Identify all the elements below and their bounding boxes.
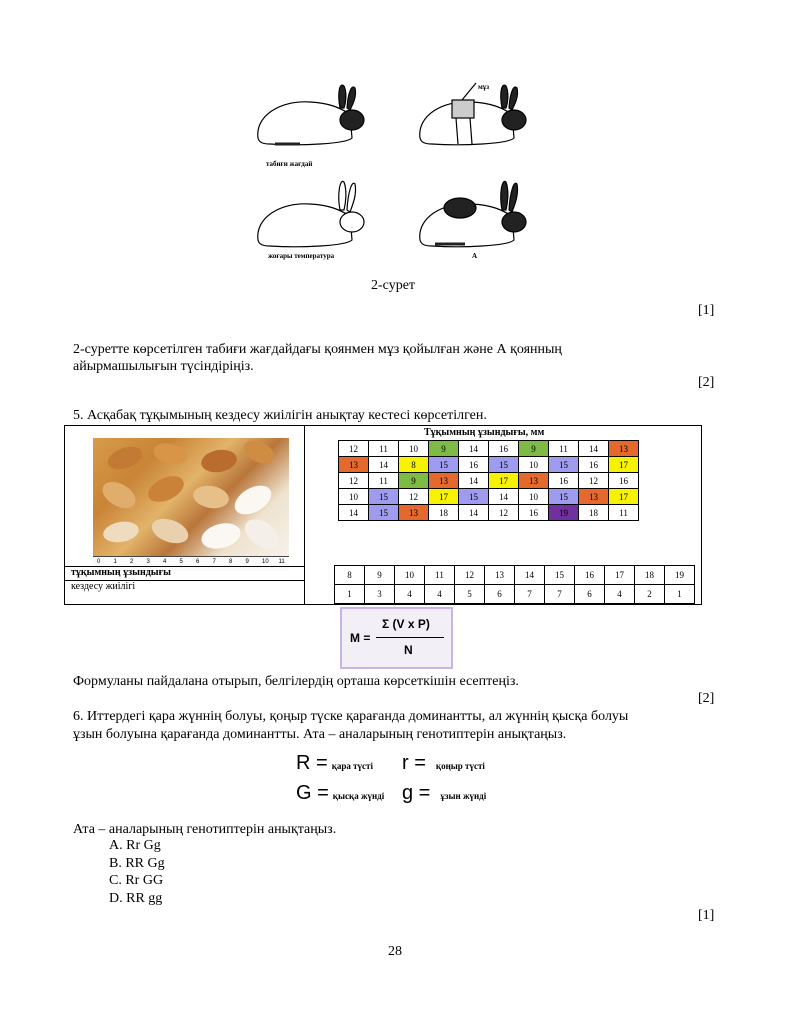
grid-cell: 14: [459, 473, 489, 489]
ruler-number: 11: [278, 559, 285, 565]
frequency-cell: 2: [635, 585, 665, 604]
grid-cell: 15: [549, 489, 579, 505]
grid-cell: 14: [579, 441, 609, 457]
grid-cell: 12: [339, 473, 369, 489]
length-cell: 16: [575, 566, 605, 585]
q5-question: Формуланы пайдалана отырып, белгілердің орташа көрсеткішін есептеңіз.: [73, 674, 519, 689]
rabbit-figure: [240, 78, 560, 268]
rabbit-ice: [420, 83, 526, 145]
grid-cell: 13: [339, 457, 369, 473]
grid-cell: 15: [489, 457, 519, 473]
ruler-number: 6: [196, 559, 200, 565]
formula-denominator: N: [404, 643, 413, 657]
frequency-cell: 1: [335, 585, 365, 604]
page-number: 28: [388, 944, 402, 959]
grid-cell: 14: [369, 457, 399, 473]
length-row: [335, 566, 695, 585]
ruler-number: 7: [212, 559, 216, 565]
length-cell: 9: [365, 566, 395, 585]
grid-cell: 17: [489, 473, 519, 489]
q6-prompt: Ата – аналарының генотиптерін анықтаңыз.: [73, 822, 337, 837]
rabbit-a: [420, 181, 526, 246]
grid-cell: 14: [339, 505, 369, 521]
grid-cell: 11: [609, 505, 639, 521]
ruler-number: 8: [229, 559, 233, 565]
option-b[interactable]: B. RR Gg: [109, 856, 165, 871]
explain-question-line1: 2-суретте көрсетілген табиғи жағдайдағы қоянмен мұз қойылған және А қоянның: [73, 342, 562, 357]
grid-cell: 16: [489, 441, 519, 457]
option-d[interactable]: D. RR gg: [109, 891, 163, 906]
grid-cell: 16: [579, 457, 609, 473]
length-cell: 13: [485, 566, 515, 585]
ruler-number: 1: [113, 559, 117, 565]
ruler-number: 0: [97, 559, 101, 565]
grid-cell: 13: [429, 473, 459, 489]
grid-cell: 15: [549, 457, 579, 473]
frequency-cell: 6: [485, 585, 515, 604]
length-cell: 10: [395, 566, 425, 585]
key-long-hair: g = ұзын жүнді: [402, 782, 487, 804]
explain-question-line2: айырмашылығын түсіндіріңіз.: [73, 359, 254, 374]
grid-cell: 13: [399, 505, 429, 521]
seed-length-grid: [338, 440, 639, 521]
formula-lhs: M =: [350, 631, 371, 645]
grid-cell: 15: [369, 505, 399, 521]
q6-line1: 6. Иттердегі қара жүннің болуы, қоңыр түске қарағанда доминантты, ал жүннің қысқа болуы: [73, 709, 629, 724]
a-caption: А: [472, 252, 478, 260]
grid-cell: 16: [609, 473, 639, 489]
grid-cell: 15: [369, 489, 399, 505]
ruler-number: 3: [146, 559, 150, 565]
frequency-cell: 6: [575, 585, 605, 604]
grid-cell: 12: [399, 489, 429, 505]
grid-row: [339, 457, 639, 473]
frequency-cell: 7: [515, 585, 545, 604]
grid-cell: 15: [429, 457, 459, 473]
key-black: R = қара түсті: [296, 752, 373, 774]
q6-mark: [1]: [698, 908, 715, 923]
frequency-cell: 3: [365, 585, 395, 604]
grid-cell: 18: [429, 505, 459, 521]
frequency-cell: 1: [665, 585, 695, 604]
option-c[interactable]: C. Rr GG: [109, 873, 164, 888]
grid-cell: 8: [399, 457, 429, 473]
rabbit-natural: [258, 85, 364, 145]
figure-mark: [1]: [698, 303, 715, 318]
mean-formula: [340, 607, 453, 669]
explain-mark: [2]: [698, 375, 715, 390]
grid-title: Тұқымның ұзындығы, мм: [424, 427, 545, 438]
length-cell: 19: [665, 566, 695, 585]
key-brown: r = қоңыр түсті: [402, 752, 485, 774]
grid-row: [339, 441, 639, 457]
grid-row: [339, 473, 639, 489]
grid-cell: 16: [519, 505, 549, 521]
frequency-cell: 4: [395, 585, 425, 604]
q5-heading: 5. Асқабақ тұқымының кездесу жиілігін анықтау кестесі көрсетілген.: [73, 408, 487, 423]
grid-cell: 11: [369, 473, 399, 489]
option-a[interactable]: A. Rr Gg: [109, 838, 161, 853]
seed-data-table: [64, 425, 702, 605]
frequency-cell: 4: [425, 585, 455, 604]
length-cell: 11: [425, 566, 455, 585]
rabbit-high-temp: [258, 181, 364, 246]
high-temp-caption: жоғары температура: [268, 252, 335, 260]
grid-cell: 12: [489, 505, 519, 521]
row-label-length: тұқымның ұзындығы: [71, 567, 171, 578]
frequency-row: [335, 585, 695, 604]
length-cell: 15: [545, 566, 575, 585]
grid-cell: 17: [429, 489, 459, 505]
grid-cell: 16: [459, 457, 489, 473]
grid-cell: 17: [609, 489, 639, 505]
formula-numerator: Σ (V x P): [382, 617, 430, 631]
length-cell: 12: [455, 566, 485, 585]
grid-cell: 10: [519, 457, 549, 473]
key-short-hair: G = қысқа жүнді: [296, 782, 385, 804]
length-cell: 14: [515, 566, 545, 585]
frequency-table: [334, 565, 695, 604]
grid-cell: 9: [399, 473, 429, 489]
grid-cell: 16: [549, 473, 579, 489]
ruler-number: 4: [163, 559, 167, 565]
grid-cell: 10: [339, 489, 369, 505]
ice-label: мұз: [478, 83, 490, 91]
grid-cell: 12: [339, 441, 369, 457]
grid-cell: 14: [459, 505, 489, 521]
grid-cell: 18: [579, 505, 609, 521]
ruler-number: 5: [179, 559, 183, 565]
grid-cell: 9: [519, 441, 549, 457]
frequency-cell: 5: [455, 585, 485, 604]
grid-row: [339, 489, 639, 505]
grid-cell: 13: [609, 441, 639, 457]
grid-cell: 13: [519, 473, 549, 489]
grid-row: [339, 505, 639, 521]
grid-cell: 15: [459, 489, 489, 505]
grid-cell: 10: [399, 441, 429, 457]
grid-cell: 11: [369, 441, 399, 457]
natural-caption: табиғи жағдай: [266, 160, 313, 168]
grid-cell: 10: [519, 489, 549, 505]
grid-cell: 11: [549, 441, 579, 457]
grid-cell: 14: [489, 489, 519, 505]
grid-cell: 13: [579, 489, 609, 505]
q5-mark: [2]: [698, 691, 715, 706]
figure-title: 2-сурет: [371, 278, 416, 293]
grid-cell: 17: [609, 457, 639, 473]
ruler-number: 9: [245, 559, 249, 565]
length-cell: 18: [635, 566, 665, 585]
ruler-number: 2: [130, 559, 134, 565]
ruler-number: 10: [262, 559, 269, 565]
length-cell: 8: [335, 566, 365, 585]
length-cell: 17: [605, 566, 635, 585]
grid-cell: 14: [459, 441, 489, 457]
pumpkin-seeds-photo: [93, 438, 289, 556]
grid-cell: 19: [549, 505, 579, 521]
grid-cell: 12: [579, 473, 609, 489]
row-label-frequency: кездесу жиілігі: [71, 581, 136, 592]
frequency-cell: 7: [545, 585, 575, 604]
grid-cell: 9: [429, 441, 459, 457]
q6-line2: ұзын болуына қарағанда доминантты. Ата – аналарының генотиптерін анықтаңыз.: [73, 727, 567, 742]
frequency-cell: 4: [605, 585, 635, 604]
